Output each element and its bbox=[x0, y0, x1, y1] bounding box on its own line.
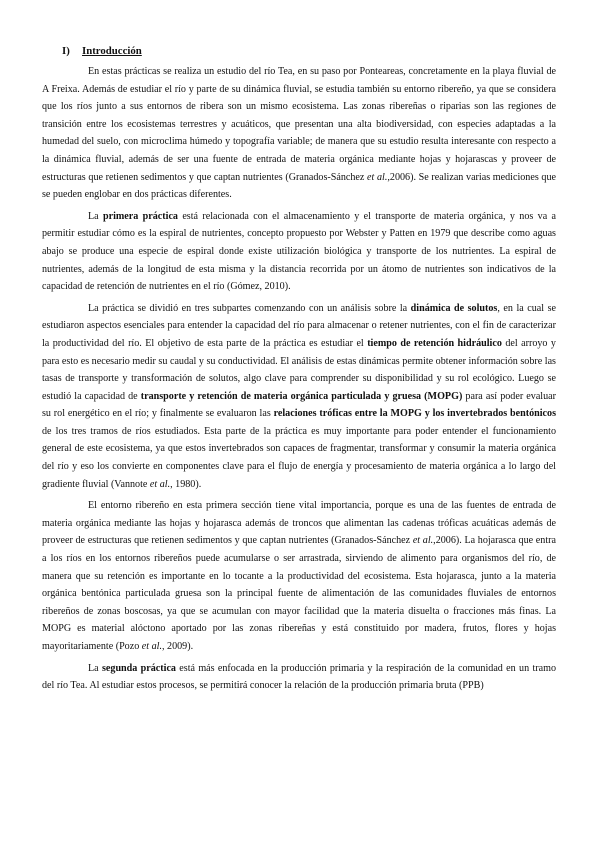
text-run: ,2006). Se realizan varias mediciones que se pueden englobar en dos prácticas diferentes. bbox=[42, 171, 557, 201]
section-heading bbox=[62, 44, 556, 58]
text-run: La bbox=[88, 662, 102, 674]
paragraph-3 bbox=[42, 300, 556, 494]
bold-text: tiempo de retención hidráulico bbox=[367, 337, 502, 349]
text-run: del arroyo y para esto es necesario medir su caudal y su conductividad. El análisis de estas dinámicas permite obtener información sobre las tasas de transporte y transformación de solutos, algo clave para comprender su disponibilidad y su rol ecológico. Luego se estudió la capacidad de bbox=[42, 337, 556, 402]
italic-text: et al. bbox=[149, 478, 171, 490]
text-run: , 1980). bbox=[170, 478, 202, 490]
paragraph-5 bbox=[42, 660, 556, 695]
text-run: La bbox=[88, 210, 103, 222]
text-run: de los tres tramos de ríos estudiados. Esta parte de la práctica es muy importante para poder entender el funcionamiento general de este ecosistema, ya que estos invertebrados son capaces de fragmentar, transformar y consumir la materia orgánica del río y eso los convierte en componentes clave para el flujo de energía y procesamiento de materia orgánica a lo largo del gradiente fluvial (Vannote bbox=[42, 425, 556, 490]
italic-text: et al. bbox=[412, 535, 434, 547]
italic-text: et al., bbox=[141, 641, 165, 652]
paragraph-4 bbox=[42, 497, 556, 655]
text-run: El entorno ribereño en esta primera sección tiene vital importancia, porque es una de las fuentes de entrada de materia orgánica mediante las hojas y hojarasca además de troncos que alimentan las cadenas tróficas acuáticas además de proveer de estructuras que retienen sedimentos y que captan nutrientes (Granados-Sánchez bbox=[42, 500, 556, 547]
text-run: está más enfocada en la producción primaria y la respiración de la comunidad en un tramo del río Tea. Al estudiar estos procesos, se permitirá conocer la relación de la producción primaria bruta (PPB) bbox=[42, 662, 556, 692]
paragraph-1 bbox=[42, 63, 556, 204]
section-title: Introducción bbox=[82, 45, 142, 57]
text-run: está relacionada con el almacenamiento y el transporte de materia orgánica, y nos va a permitir estudiar cómo es la espiral de nutrientes, concepto propuesto por Webster y Patten en 1979 que describe como aguas abajo se produce una especie de espiral donde existe utilización biológica y transporte de los nutrientes. La espiral de nutrientes, además de la longitud de esta misma y la distancia recorrida por un átomo de nutrientes son indicativos de la capacidad de retención de nutrientes en el río (Gómez, 2010). bbox=[42, 210, 557, 293]
text-run: La práctica se dividió en tres subpartes comenzando con un análisis sobre la bbox=[88, 302, 411, 314]
bold-text: relaciones tróficas entre la MOPG y los invertebrados bentónicos bbox=[273, 408, 556, 420]
bold-text: segunda práctica bbox=[101, 662, 176, 674]
section-number: I) bbox=[62, 45, 70, 57]
text-run: En estas prácticas se realiza un estudio del río Tea, en su paso por Ponteareas, concretamente en la playa fluvial de A Freixa. Además de estudiar el río y parte de su dinámica fluvial, se estudia también su entorno ribereño, ya que se considera que los ríos junto a sus entornos de ribera son un mismo ecosistema. Las zonas ribereñas o riparias son las regiones de transición entre los ecosistemas terrestres y acuáticos, que presentan una alta biodiversidad, con especies adaptadas a la humedad del suelo, con microclima húmedo y topografía variable; de manera que su estudio resulta interesante con respecto a la dinámica fluvial, además de ser una fuente de entrada de materia orgánica mediante hojas y hojarascas y proveer de estructuras que retienen sedimentos y que captan nutrientes (Granados-Sánchez bbox=[42, 66, 556, 183]
bold-text: dinámica de solutos bbox=[410, 302, 498, 314]
text-run: para así poder evaluar su rol energético en el río; y finalmente se evaluaron las bbox=[42, 390, 556, 420]
text-run: , en la cual se estudiaron aspectos esenciales para entender la capacidad del río para almacenar o retener nutrientes, con el fin de caracterizar la productividad del río. El objetivo de esta parte de la práctica es estudiar el bbox=[42, 302, 556, 349]
bold-text: transporte y retención de materia orgánica particulada y gruesa (MOPG) bbox=[140, 390, 463, 402]
italic-text: et al. bbox=[367, 171, 388, 183]
paragraph-2 bbox=[42, 208, 556, 296]
bold-text: primera práctica bbox=[103, 210, 178, 222]
text-run: 2009). bbox=[164, 641, 194, 652]
text-run: ,2006). La hojarasca que entra a los ríos en los entornos ribereños puede acumularse o ser arrastrada, sirviendo de alimento para organismos del río, de manera que su retención es importante en lo tocante a la productividad del ecosistema. Esta hojarasca, junto a la materia orgánica bentónica particulada gruesa son la principal fuente de alimentación de las comunidades fluviales de entornos ribereños de zonas boscosas, ya que se acumulan con mayor facilidad que la materia disuelta o fracciones más finas. La MOPG es material alóctono aportado por las zonas ribereñas y está constituido por madera, frutos, flores y hojas mayoritariamente (Pozo bbox=[42, 535, 556, 652]
